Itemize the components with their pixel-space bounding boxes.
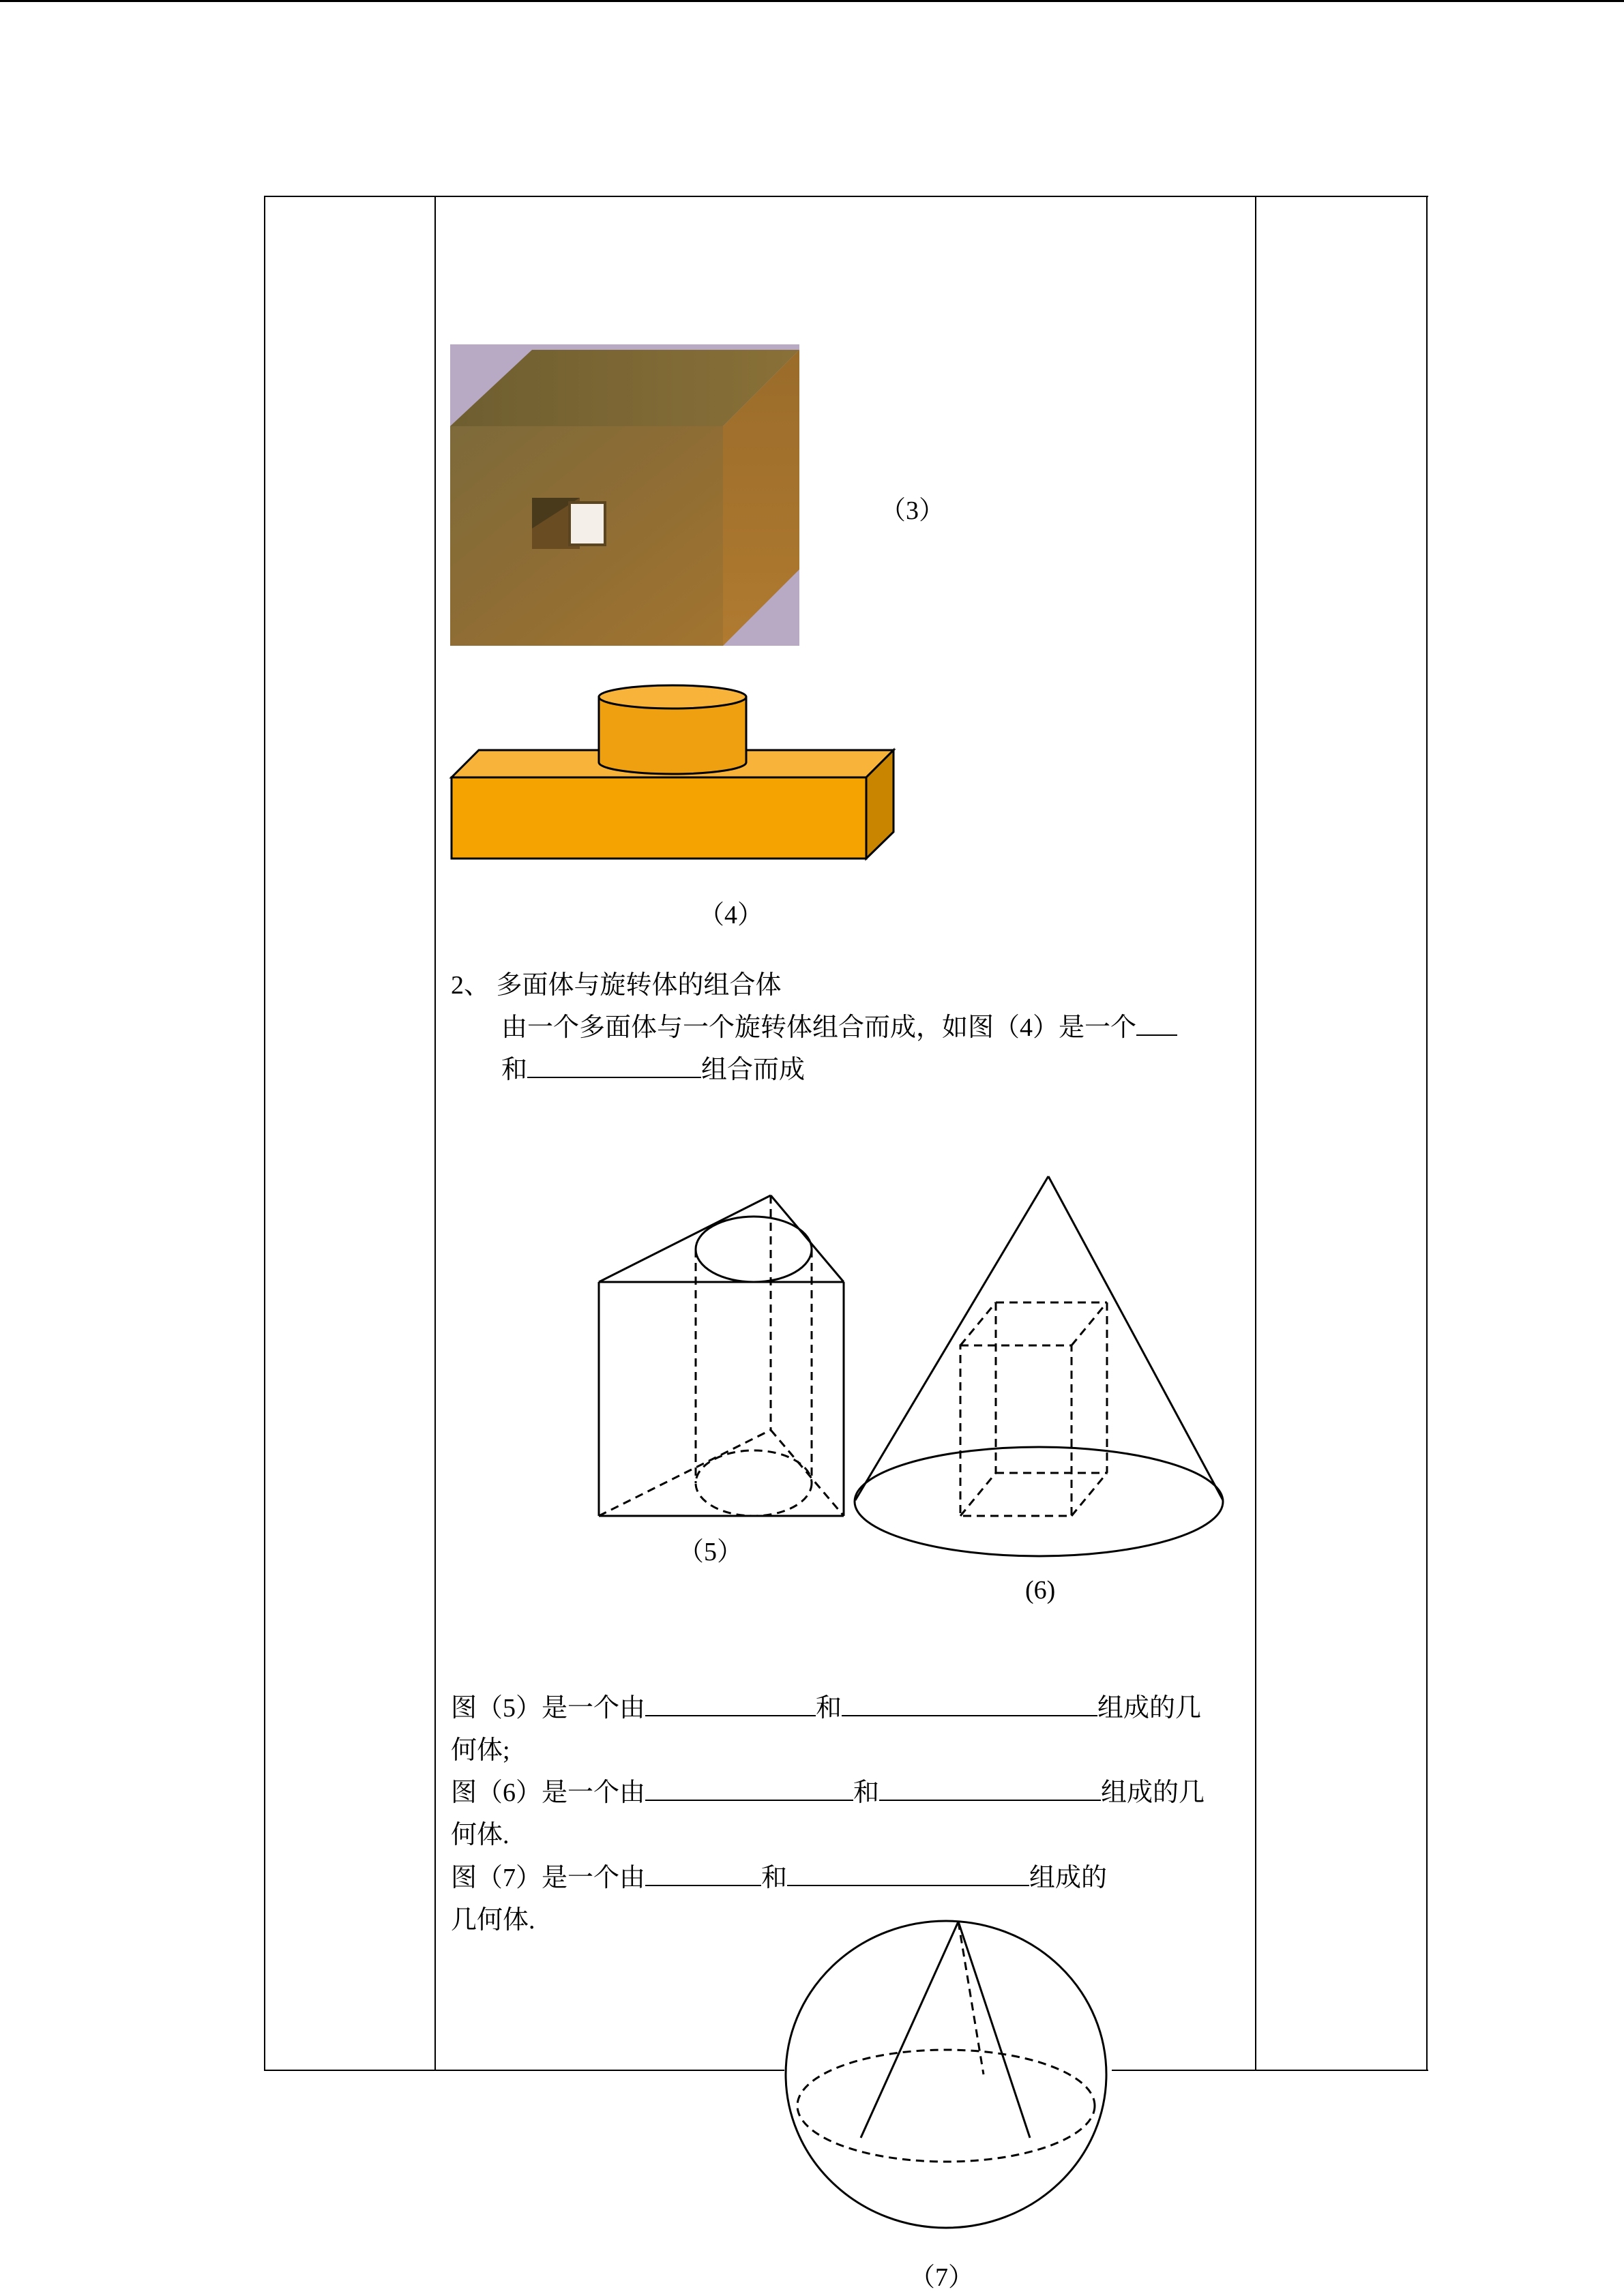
question-fig5-line-1 <box>451 1687 1201 1729</box>
figure-3-cube-with-hole <box>450 344 799 646</box>
question-fig5-and: 和 <box>816 1694 842 1723</box>
table-col-line-3 <box>1255 196 1256 2071</box>
figure-3-caption: （3） <box>880 496 945 525</box>
question-fig6-and: 和 <box>853 1778 880 1807</box>
question-fig7-and: 和 <box>761 1864 788 1892</box>
page-top-rule <box>0 0 1624 2</box>
blank-fig5-second[interactable] <box>842 1688 1097 1716</box>
table-col-line-1 <box>264 196 265 2071</box>
question-fig6-prefix: 图（6）是一个由 <box>451 1778 646 1807</box>
question-fig5-prefix: 图（5）是一个由 <box>451 1694 646 1723</box>
blank-fig6-second[interactable] <box>879 1772 1101 1801</box>
figure-5-caption: （5） <box>678 1538 743 1566</box>
figure-6-caption: (6) <box>1025 1576 1056 1605</box>
table-col-line-2 <box>434 196 436 2071</box>
figure-4-caption: （4） <box>698 901 764 929</box>
figure-5-prism-with-cylinder <box>593 1190 846 1524</box>
section-2-line-1 <box>501 1007 1177 1049</box>
blank-line-fig4-b[interactable] <box>527 1049 701 1078</box>
question-fig7-suffix: 组成的 <box>1029 1864 1108 1892</box>
question-fig7-line-1 <box>451 1857 1107 1899</box>
blank-fig7-first[interactable] <box>645 1858 761 1886</box>
question-fig6-line-1 <box>451 1772 1205 1814</box>
table-col-line-4 <box>1426 196 1428 2071</box>
table-top-border <box>264 196 1428 197</box>
blank-fig5-first[interactable] <box>645 1688 816 1716</box>
question-fig6-line-2: 何体. <box>451 1821 510 1849</box>
section-2-heading: 2、 多面体与旋转体的组合体 <box>451 971 782 1000</box>
section-2-line-1-text: 由一个多面体与一个旋转体组合而成，如图（4）是一个 <box>501 1013 1137 1042</box>
question-fig5-suffix: 组成的几 <box>1097 1694 1202 1723</box>
section-2-line-2 <box>501 1049 805 1091</box>
question-fig5-line-2: 何体; <box>451 1736 510 1765</box>
question-fig7-line-2: 几何体. <box>451 1906 535 1935</box>
blank-fig7-second[interactable] <box>787 1858 1029 1886</box>
figure-7-sphere-with-cone <box>784 1916 1112 2230</box>
section-2-line-2-end: 组合而成 <box>701 1056 806 1084</box>
blank-fig6-first[interactable] <box>645 1772 853 1801</box>
blank-line-fig4-a[interactable] <box>1136 1007 1177 1036</box>
figure-4-cylinder-on-prism <box>450 682 897 861</box>
question-fig6-suffix: 组成的几 <box>1101 1778 1205 1807</box>
section-2-line-2-start: 和 <box>501 1056 528 1084</box>
figure-7-caption: （7） <box>909 2263 975 2292</box>
question-fig7-prefix: 图（7）是一个由 <box>451 1864 646 1892</box>
figure-6-cone-with-prism <box>853 1173 1228 1562</box>
